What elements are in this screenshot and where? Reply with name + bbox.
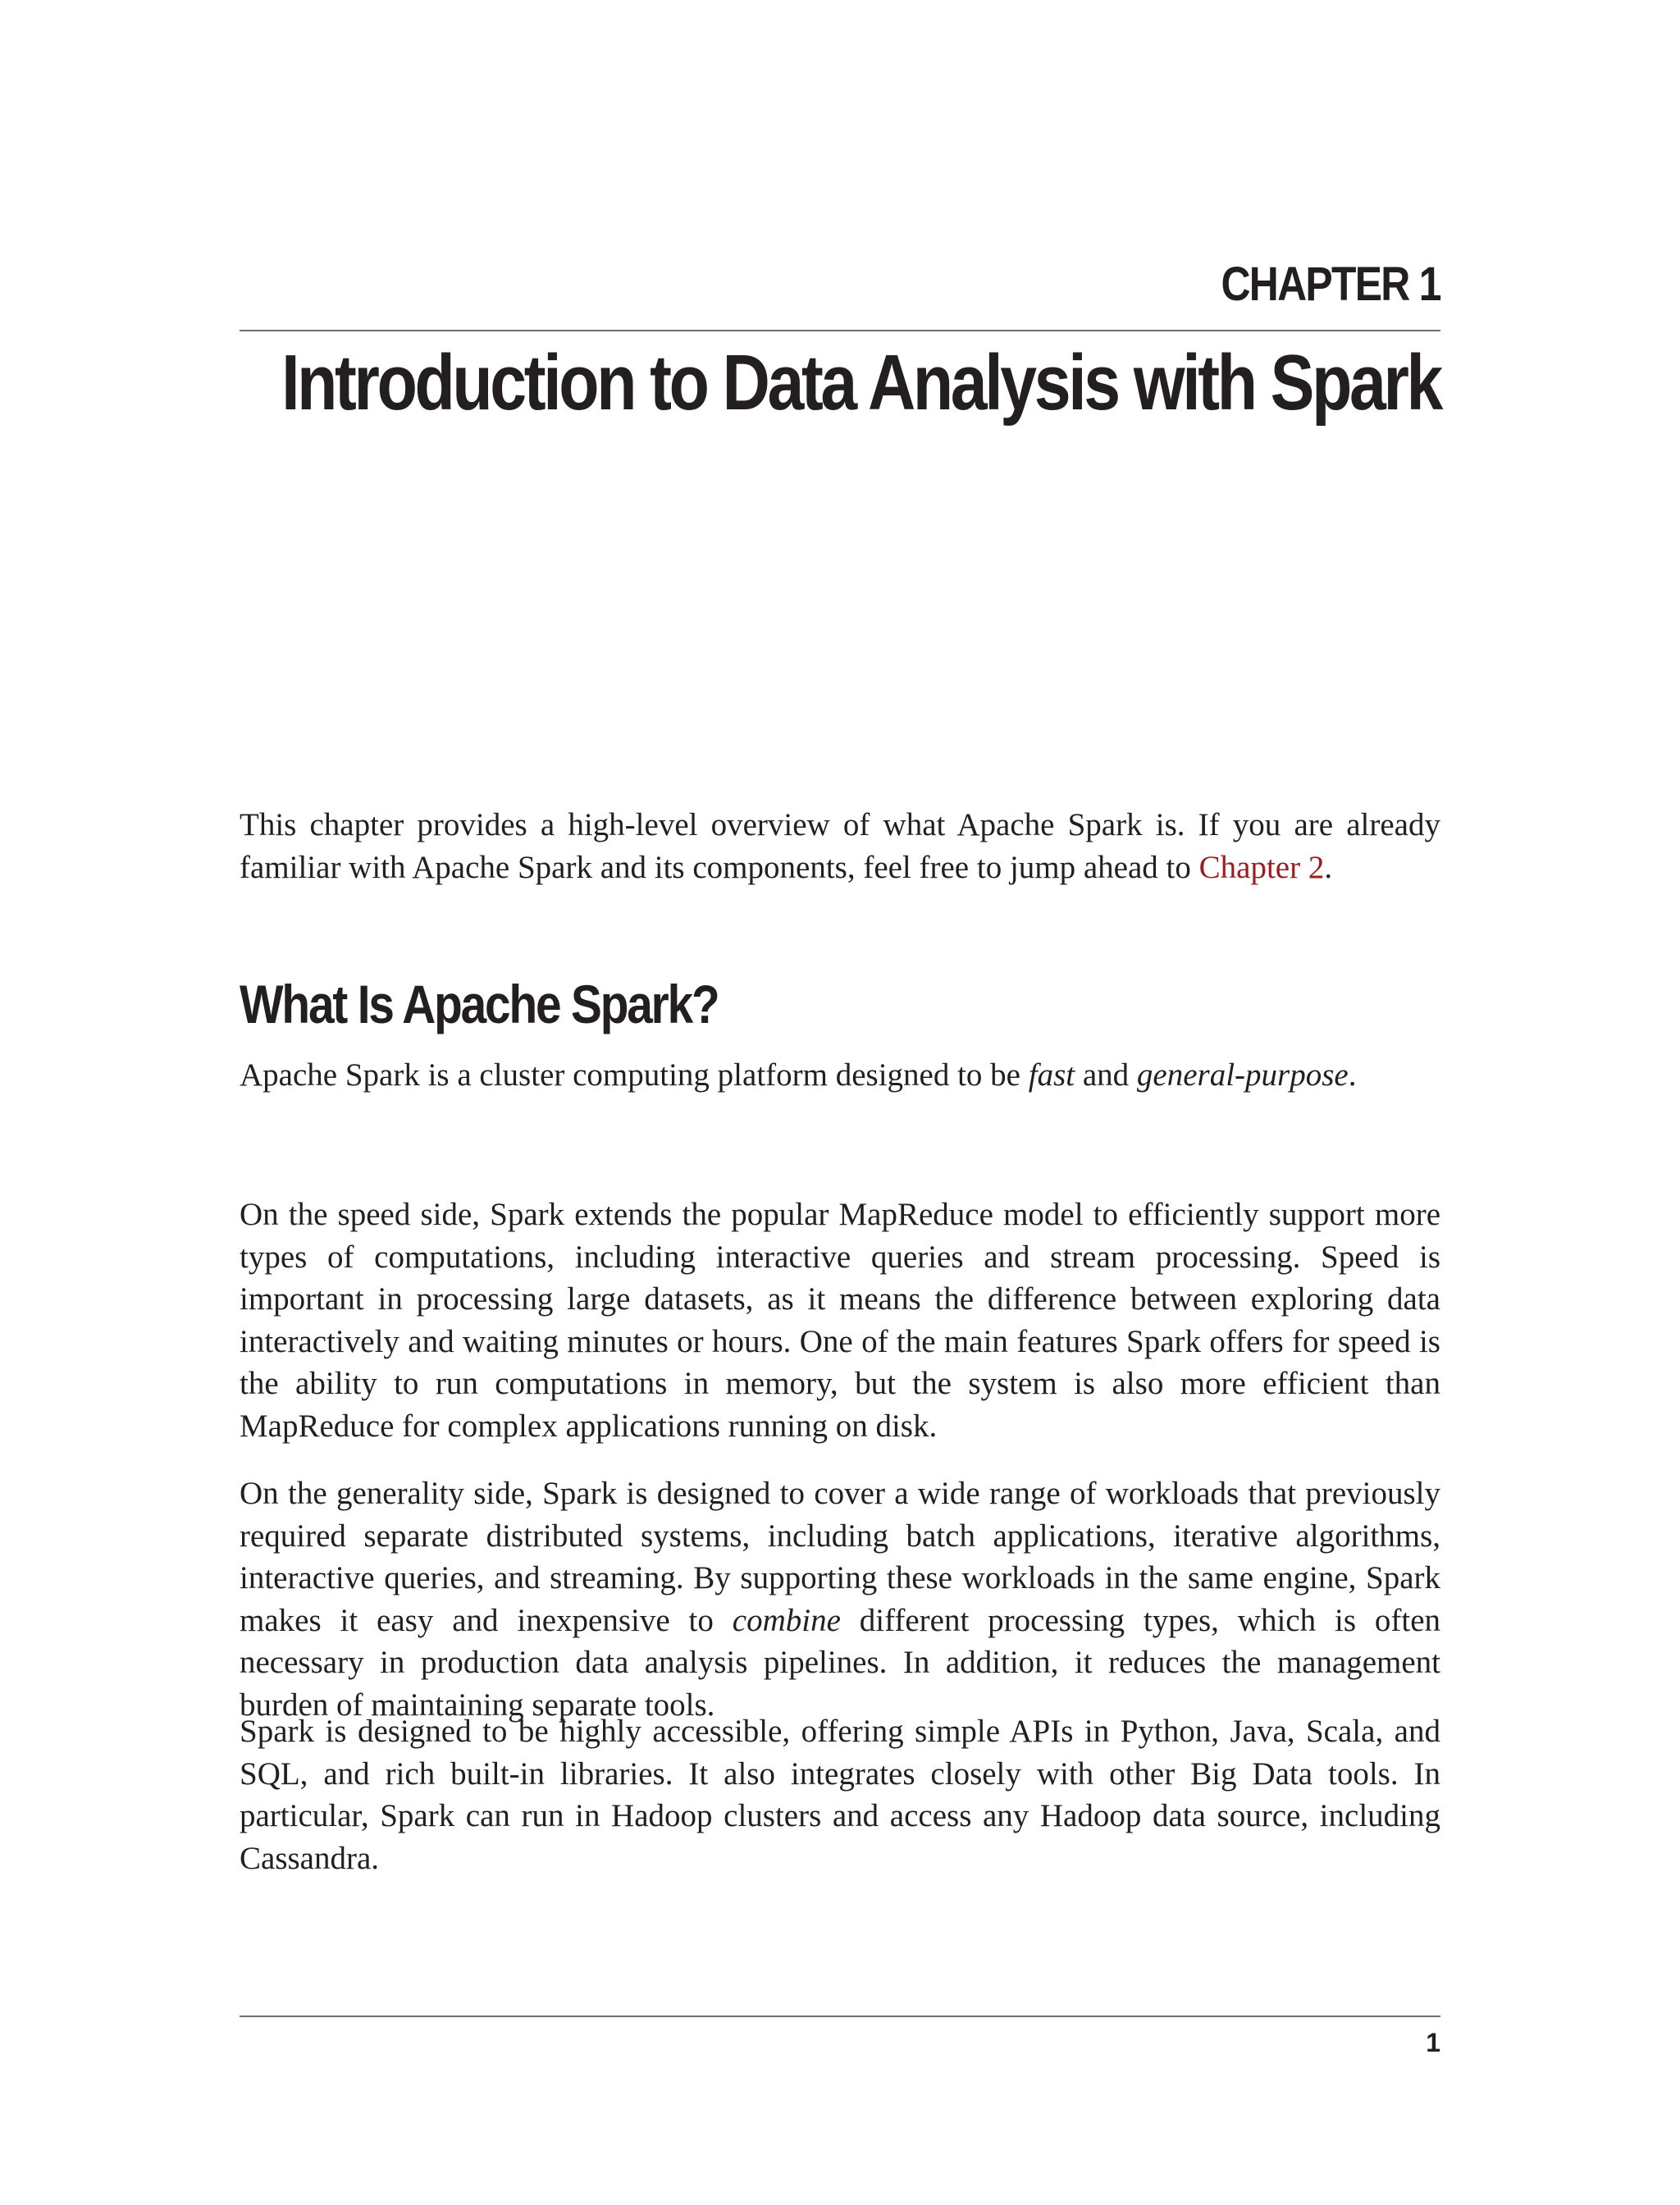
paragraph-speed: On the speed side, Spark extends the popular MapReduce model to efficiently support more types of computations, including interactive queries and stream processing. Speed is important in processing large datasets, as it means the difference between exploring data interactively and waiting minutes or hours. One of the main features Spark offers for speed is the ability to run computations in memory, but the system is also more efficient than MapReduce for complex applications running on disk. xyxy=(240,1197,1440,1444)
footer-divider xyxy=(240,2016,1440,2017)
paragraph-definition xyxy=(240,1054,1440,1097)
emphasis-combine: combine xyxy=(732,1602,841,1638)
section-heading: What Is Apache Spark? xyxy=(240,974,719,1034)
paragraph-accessibility: Spark is designed to be highly accessible, offering simple APIs in Python, Java, Scala, and SQL, and rich built-in libraries. It also integrates closely with other Big Data tools. In particular, Spark can run in Hadoop clusters and access any Hadoop data source, including Cassandra. xyxy=(240,1714,1440,1876)
chapter-2-link[interactable]: Chapter 2 xyxy=(1198,849,1325,885)
chapter-label: CHAPTER 1 xyxy=(1221,258,1440,311)
page-number: 1 xyxy=(1426,2028,1440,2057)
intro-paragraph xyxy=(240,804,1440,888)
paragraph-generality xyxy=(240,1472,1440,1726)
paragraph-text: and xyxy=(1075,1057,1137,1093)
chapter-divider xyxy=(240,330,1440,331)
chapter-title: Introduction to Data Analysis with Spark xyxy=(281,339,1440,427)
intro-text-end: . xyxy=(1324,849,1333,885)
emphasis-fast: fast xyxy=(1028,1057,1075,1093)
paragraph-text: different processing types, which is often necessary in production data analysis pipelines. In addition, it reduces the management burden of maintaining separate tools. xyxy=(240,1602,1440,1723)
paragraph-text: Apache Spark is a cluster computing platform designed to be xyxy=(240,1057,1029,1093)
intro-text: This chapter provides a high-level overview of what Apache Spark is. If you are already familiar with Apache Spark and its components, feel free to jump ahead to xyxy=(240,807,1440,885)
paragraph-text: . xyxy=(1348,1057,1357,1093)
emphasis-general-purpose: general-purpose xyxy=(1136,1057,1349,1093)
paragraph-text: On the generality side, Spark is designed to cover a wide range of workloads that previously required separate distributed systems, including batch applications, iterative algorithms, interactive queries, and streaming. By supporting these workloads in the same engine, Spark makes it easy and inexpensive to xyxy=(240,1476,1440,1638)
